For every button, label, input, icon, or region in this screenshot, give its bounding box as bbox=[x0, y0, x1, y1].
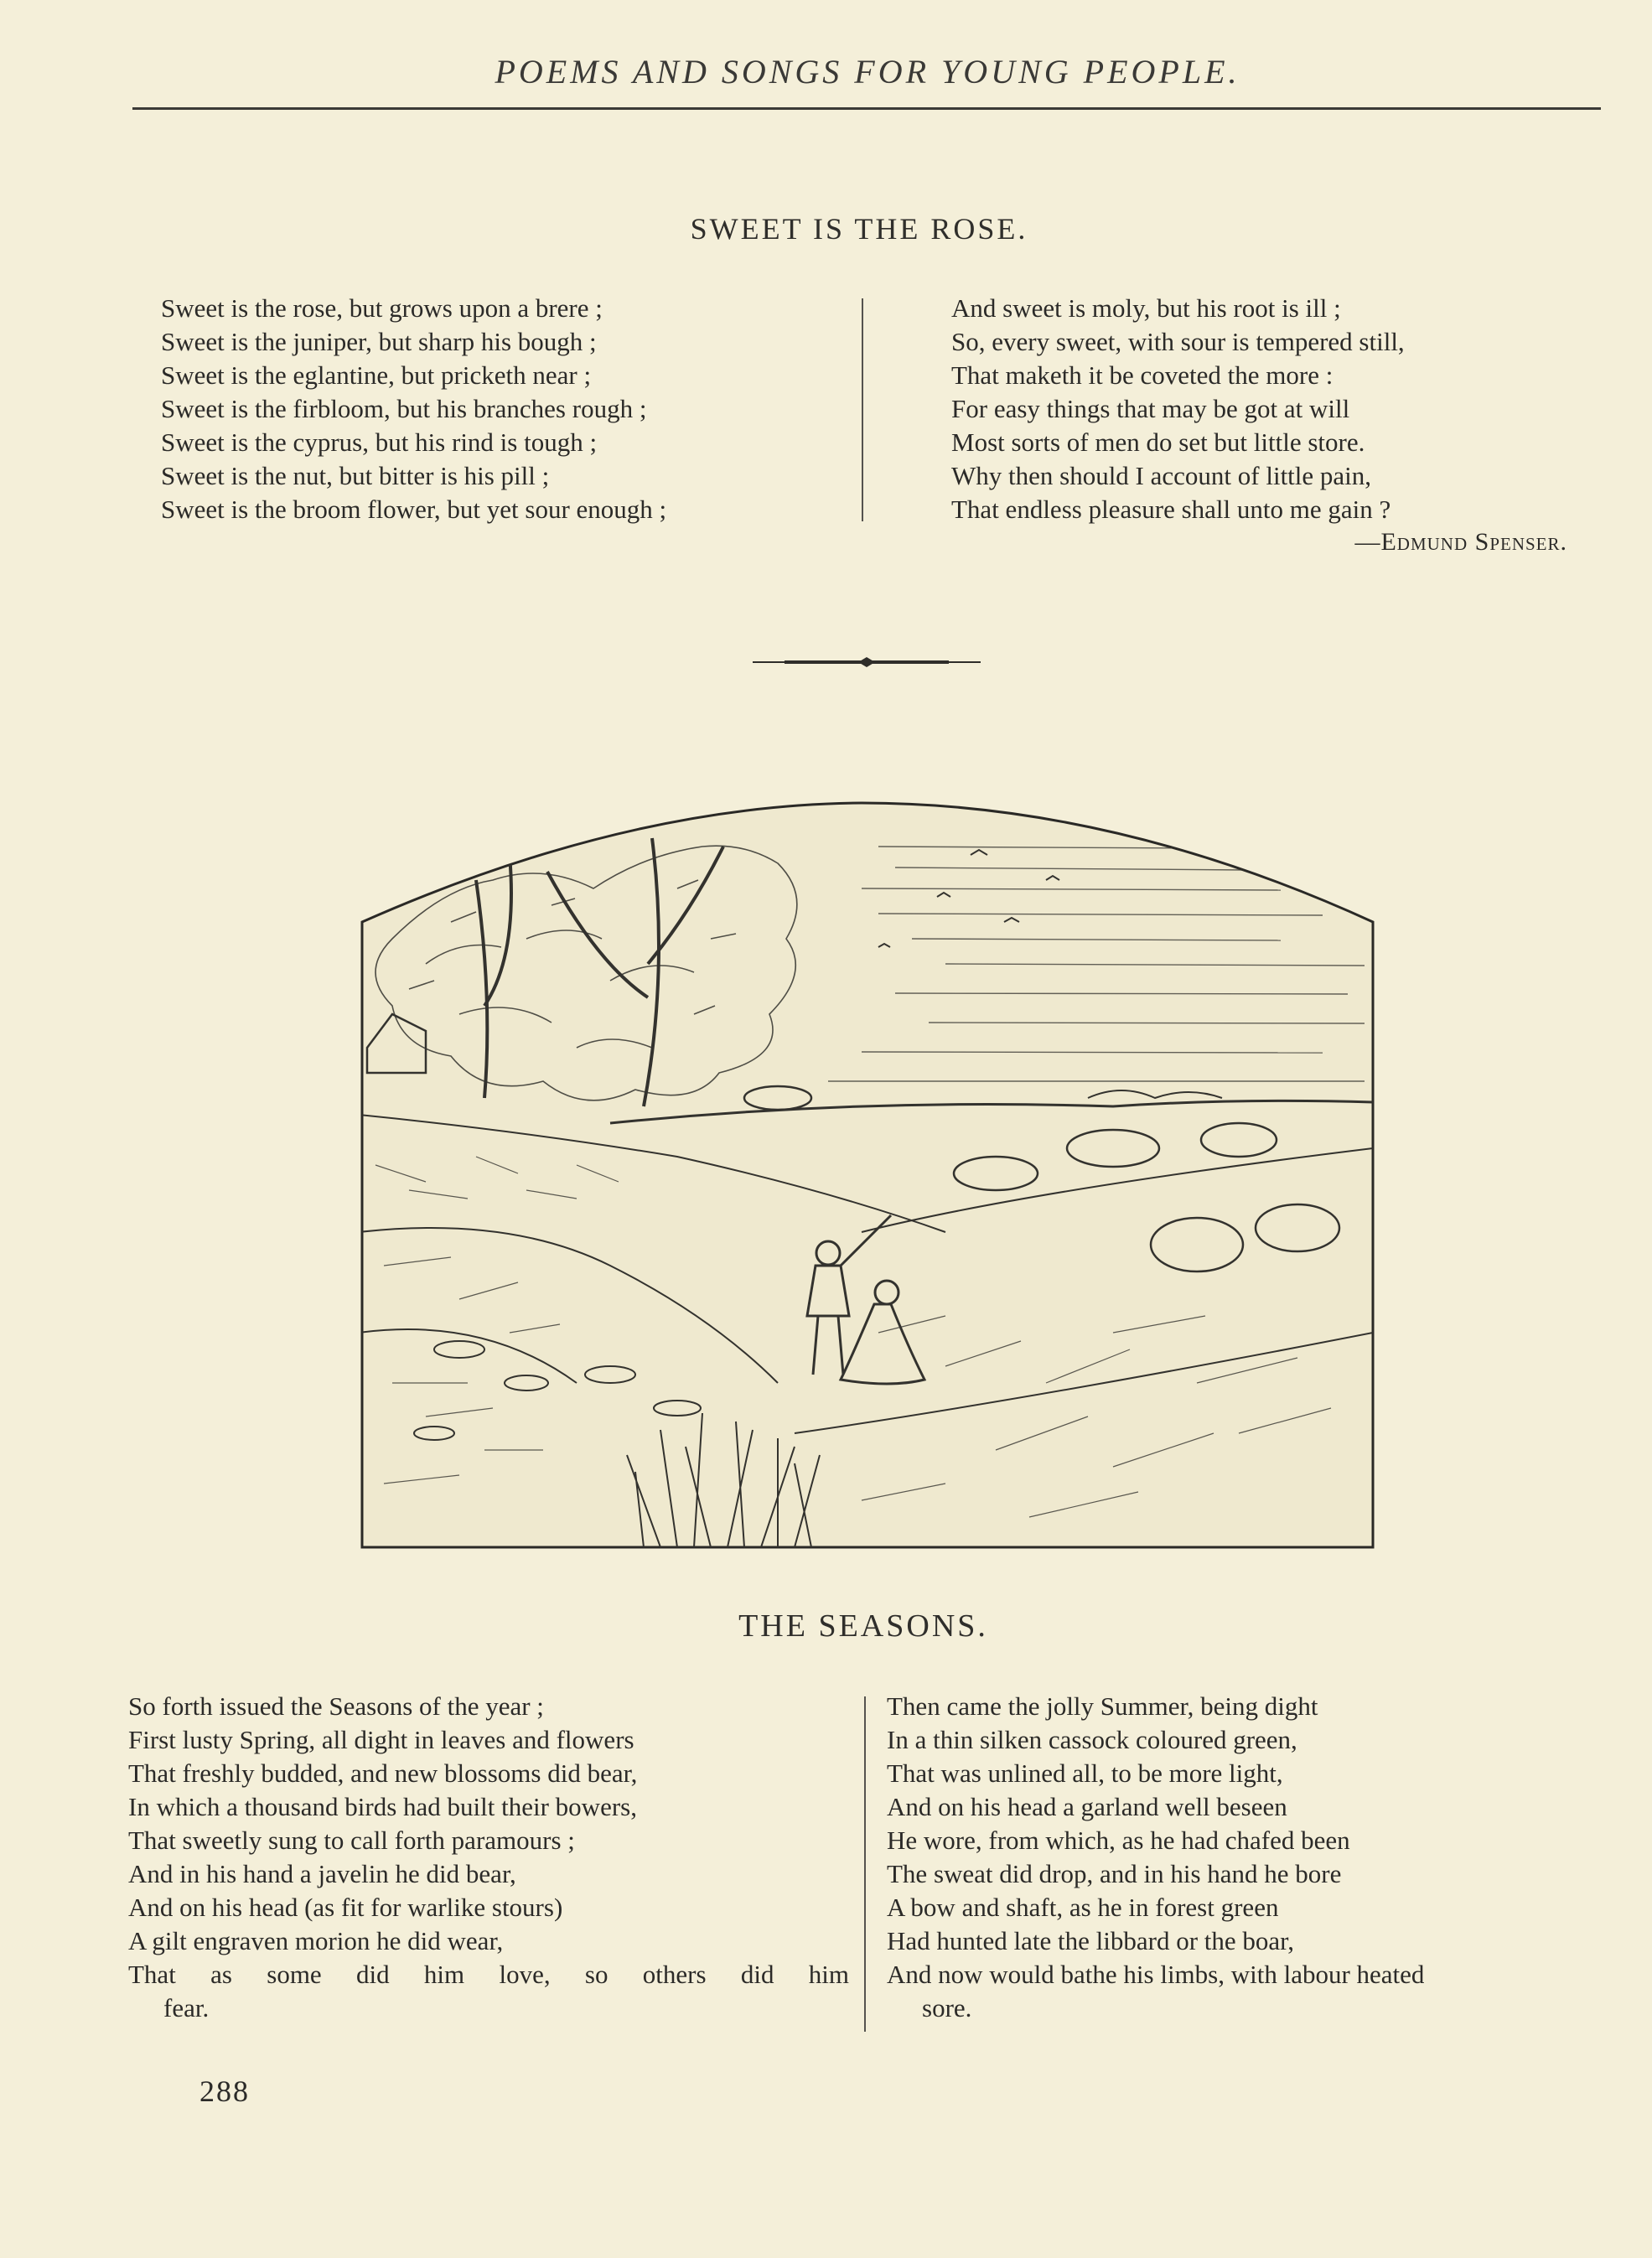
verse-line: Sweet is the cyprus, but his rind is tough ; bbox=[161, 427, 598, 457]
verse-line: So, every sweet, with sour is tempered still, bbox=[951, 327, 1405, 356]
verse-line: Sweet is the juniper, but sharp his bough ; bbox=[161, 327, 597, 356]
verse-line: Sweet is the firbloom, but his branches rough ; bbox=[161, 394, 647, 423]
verse-line: That was unlined all, to be more light, bbox=[887, 1758, 1283, 1788]
poem-title-the-seasons: THE SEASONS. bbox=[738, 1608, 988, 1644]
seasons-left-stanza bbox=[128, 1690, 849, 2025]
verse-line: For easy things that may be got at will bbox=[951, 394, 1350, 423]
verse-line: And now would bathe his limbs, with labour heated bbox=[887, 1960, 1425, 1989]
verse-line: And in his hand a javelin he did bear, bbox=[128, 1859, 516, 1888]
verse-line: And sweet is moly, but his root is ill ; bbox=[951, 293, 1341, 323]
page-number: 288 bbox=[199, 2074, 250, 2108]
verse-line: A bow and shaft, as he in forest green bbox=[887, 1893, 1279, 1922]
verse-line: Most sorts of men do set but little store. bbox=[951, 427, 1365, 457]
attribution: —Edmund Spenser. bbox=[1354, 528, 1567, 556]
verse-line: Sweet is the rose, but grows upon a brere ; bbox=[161, 293, 603, 323]
seasons-right-stanza bbox=[887, 1690, 1424, 2025]
verse-line: fear. bbox=[163, 1993, 210, 2022]
rose-left-stanza bbox=[161, 292, 666, 526]
verse-line: sore. bbox=[922, 1993, 972, 2022]
verse-line: That maketh it be coveted the more : bbox=[951, 360, 1334, 390]
verse-line: That sweetly sung to call forth paramours ; bbox=[128, 1826, 575, 1855]
verse-line: In which a thousand birds had built their bowers, bbox=[128, 1792, 637, 1821]
verse-line: Had hunted late the libbard or the boar, bbox=[887, 1926, 1294, 1955]
verse-line: Then came the jolly Summer, being dight bbox=[887, 1691, 1318, 1721]
verse-line: Why then should I account of little pain, bbox=[951, 461, 1372, 490]
column-divider bbox=[864, 1696, 866, 2032]
verse-line: In a thin silken cassock coloured green, bbox=[887, 1725, 1297, 1754]
poem-title-sweet-is-the-rose: SWEET IS THE ROSE. bbox=[690, 212, 1028, 246]
verse-line: The sweat did drop, and in his hand he bore bbox=[887, 1859, 1342, 1888]
header-rule bbox=[132, 107, 1601, 110]
verse-line: Sweet is the eglantine, but pricketh near ; bbox=[161, 360, 592, 390]
ornament-divider bbox=[751, 654, 982, 671]
verse-line: So forth issued the Seasons of the year ; bbox=[128, 1691, 544, 1721]
verse-line: That freshly budded, and new blossoms did bear, bbox=[128, 1758, 638, 1788]
verse-line: That endless pleasure shall unto me gain ? bbox=[951, 495, 1391, 524]
verse-line: He wore, from which, as he had chafed been bbox=[887, 1826, 1350, 1855]
verse-line: That as some did him love, so others did him bbox=[128, 1960, 849, 1989]
running-header: POEMS AND SONGS FOR YOUNG PEOPLE. bbox=[495, 53, 1240, 91]
verse-line: First lusty Spring, all dight in leaves and flowers bbox=[128, 1725, 634, 1754]
verse-line: A gilt engraven morion he did wear, bbox=[128, 1926, 504, 1955]
verse-line: Sweet is the nut, but bitter is his pill ; bbox=[161, 461, 550, 490]
verse-line: And on his head (as fit for warlike stours) bbox=[128, 1893, 563, 1922]
verse-line: And on his head a garland well beseen bbox=[887, 1792, 1287, 1821]
verse-line: Sweet is the broom flower, but yet sour enough ; bbox=[161, 495, 667, 524]
column-divider bbox=[862, 298, 863, 521]
pastoral-engraving-illustration bbox=[359, 796, 1375, 1551]
rose-right-stanza bbox=[951, 292, 1405, 526]
